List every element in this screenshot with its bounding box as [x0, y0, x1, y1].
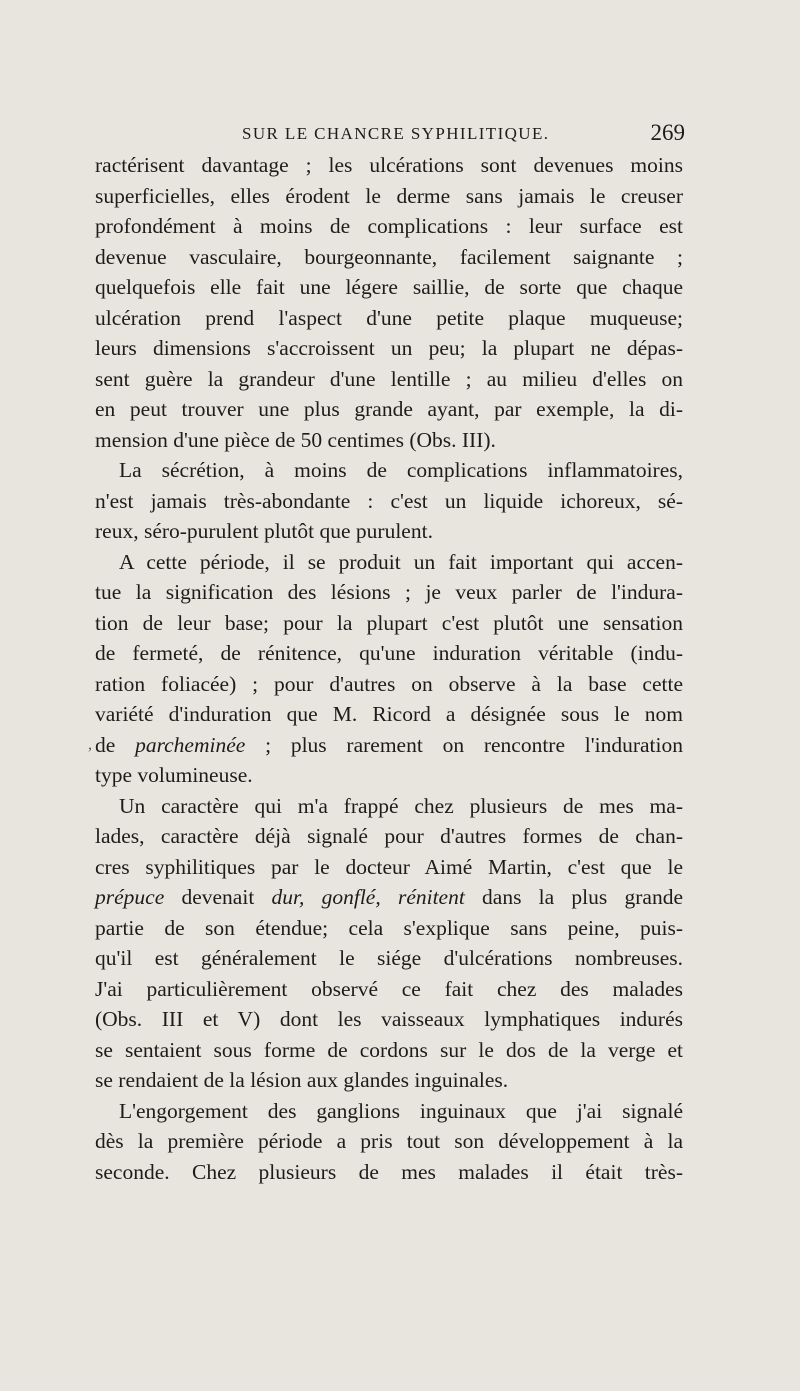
text-line: reux, séro-purulent plutôt que purulent. — [95, 519, 433, 543]
emphasis-text: parcheminée — [135, 732, 246, 757]
text-line: A cette période, il se produit un fait important qui accen- — [119, 549, 683, 574]
text-line: ration foliacée) ; pour d'autres on observe à la base cette — [95, 671, 683, 696]
text-line-italic-prepuce: prépuce devenait dur, gonflé, rénitent dans la plus grande — [95, 885, 683, 909]
text-line: seconde. Chez plusieurs de mes malades il était très- — [95, 1159, 683, 1184]
text-line: tion de leur base; pour la plupart c'est plutôt une sensation — [95, 610, 683, 635]
text-line: partie de son étendue; cela s'explique sans peine, puis- — [95, 915, 683, 940]
text-line: devenue vasculaire, bourgeonnante, facilement saignante ; — [95, 244, 683, 269]
text-line: Un caractère qui m'a frappé chez plusieurs de mes ma- — [119, 793, 683, 818]
text-line: dès la première période a pris tout son développement à la — [95, 1129, 683, 1153]
text-line: se rendaient de la lésion aux glandes inguinales. — [95, 1068, 509, 1092]
text-line: leurs dimensions s'accroissent un peu; la plupart ne dépas- — [95, 336, 683, 360]
body-text — [95, 150, 683, 1187]
text-line: lades, caractère déjà signalé pour d'autres formes de chan- — [95, 824, 683, 848]
text-line: J'ai particulièrement observé ce fait chez des malades — [95, 976, 683, 1001]
text-line: tue la signification des lésions ; je veux parler de l'indura- — [95, 580, 683, 604]
text-line: profondément à moins de complications : leur surface est — [95, 214, 683, 238]
margin-mark: , — [88, 736, 92, 753]
text-line: L'engorgement des ganglions inguinaux que j'ai signalé — [119, 1098, 683, 1123]
text-line: variété d'induration que M. Ricord a désignée sous le nom — [95, 702, 683, 726]
emphasis-text: prépuce — [95, 885, 165, 909]
text-line: ractérisent davantage ; les ulcérations sont devenues moins — [95, 153, 683, 177]
text-line-italic-parcheminee: de parcheminée ; plus rarement on rencontre l'induration — [95, 732, 683, 757]
text-line: ulcération prend l'aspect d'une petite plaque muqueuse; — [95, 305, 683, 330]
text-line: cres syphilitiques par le docteur Aimé Martin, c'est que le — [95, 854, 683, 879]
running-title: SUR LE CHANCRE SYPHILITIQUE. — [242, 124, 550, 143]
text-line: (Obs. III et V) dont les vaisseaux lymphatiques indurés — [95, 1007, 683, 1031]
text-line: mension d'une pièce de 50 centimes (Obs. III). — [95, 427, 496, 452]
text-line: type volumineuse. — [95, 763, 253, 787]
text-line: n'est jamais très-abondante : c'est un liquide ichoreux, sé- — [95, 488, 683, 513]
running-head — [95, 120, 685, 150]
text-line: superficielles, elles érodent le derme sans jamais le creuser — [95, 183, 683, 208]
text-line: se sentaient sous forme de cordons sur le dos de la verge et — [95, 1037, 683, 1062]
text-line: quelquefois elle fait une légere saillie, de sorte que chaque — [95, 275, 683, 299]
text-line: en peut trouver une plus grande ayant, par exemple, la di- — [95, 397, 683, 421]
text-line: La sécrétion, à moins de complications inflammatoires, — [119, 458, 683, 482]
page-number: 269 — [650, 120, 685, 145]
emphasis-text: dur, gonflé, rénitent — [271, 885, 465, 909]
text-line: qu'il est généralement le siége d'ulcérations nombreuses. — [95, 946, 683, 970]
text-line: de fermeté, de rénitence, qu'une induration véritable (indu- — [95, 641, 683, 665]
text-line: sent guère la grandeur d'une lentille ; au milieu d'elles on — [95, 366, 683, 391]
